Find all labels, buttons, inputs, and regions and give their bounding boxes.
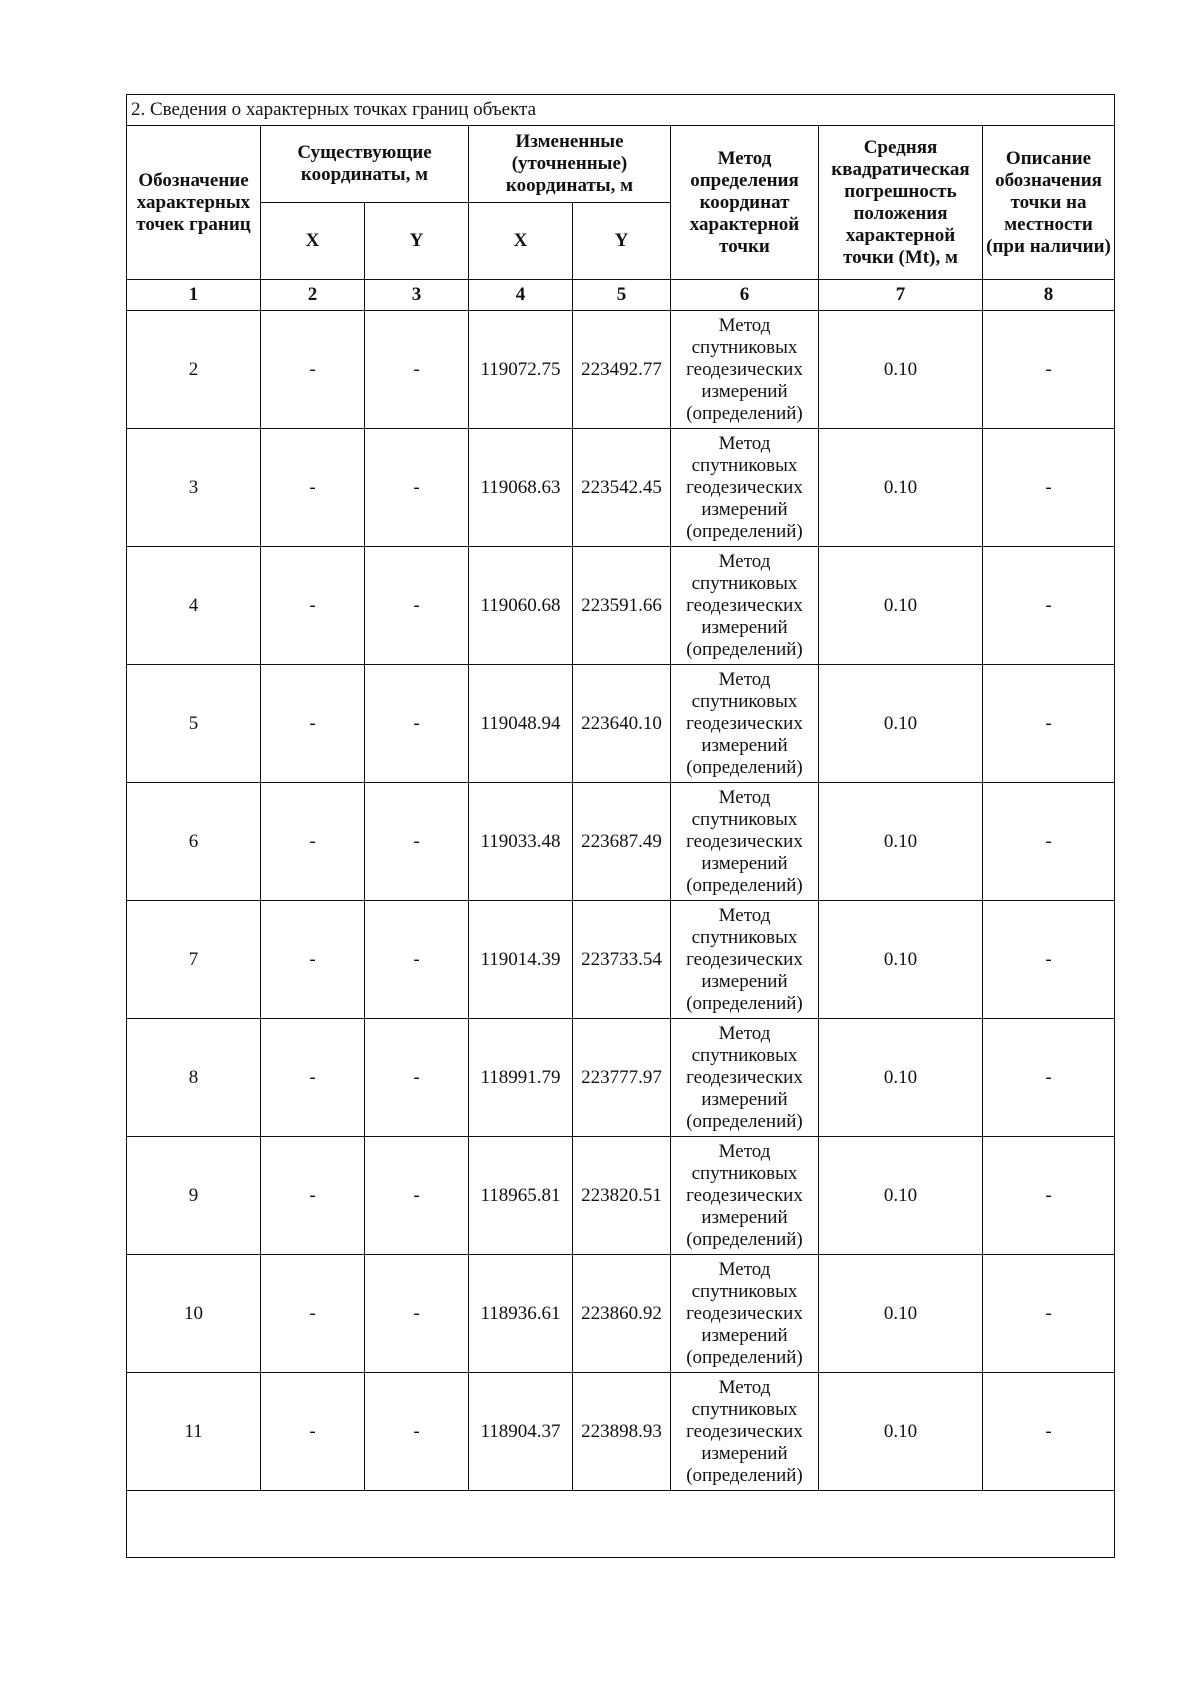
point-number: 7 [127,901,261,1019]
header-existing-x: X [261,203,365,280]
error: 0.10 [819,311,983,429]
empty-cell [127,1491,1115,1558]
method: Метод спутниковых геодезических измерений (определений) [671,429,819,547]
error: 0.10 [819,901,983,1019]
section-title: 2. Сведения о характерных точках границ объекта [127,95,1115,126]
changed-y: 223820.51 [573,1137,671,1255]
existing-x: - [261,783,365,901]
description: - [983,311,1115,429]
point-number: 4 [127,547,261,665]
error: 0.10 [819,1255,983,1373]
method: Метод спутниковых геодезических измерений (определений) [671,783,819,901]
table-row [127,1019,1115,1137]
existing-x: - [261,1019,365,1137]
column-number: 6 [671,280,819,311]
changed-x: 118965.81 [469,1137,573,1255]
existing-y: - [365,311,469,429]
description: - [983,665,1115,783]
column-number: 7 [819,280,983,311]
method: Метод спутниковых геодезических измерений (определений) [671,1019,819,1137]
error: 0.10 [819,547,983,665]
method: Метод спутниковых геодезических измерений (определений) [671,547,819,665]
changed-x: 119072.75 [469,311,573,429]
point-number: 10 [127,1255,261,1373]
changed-y: 223687.49 [573,783,671,901]
description: - [983,1255,1115,1373]
table-row [127,1373,1115,1491]
existing-x: - [261,429,365,547]
existing-y: - [365,901,469,1019]
existing-x: - [261,665,365,783]
method: Метод спутниковых геодезических измерений (определений) [671,1137,819,1255]
column-number: 1 [127,280,261,311]
existing-y: - [365,429,469,547]
description: - [983,429,1115,547]
column-number: 8 [983,280,1115,311]
description: - [983,901,1115,1019]
existing-y: - [365,547,469,665]
existing-x: - [261,1255,365,1373]
description: - [983,547,1115,665]
existing-y: - [365,1255,469,1373]
changed-x: 118991.79 [469,1019,573,1137]
header-description: Описание обозначения точки на местности (при наличии) [983,126,1115,280]
method: Метод спутниковых геодезических измерений (определений) [671,311,819,429]
existing-y: - [365,1019,469,1137]
point-number: 9 [127,1137,261,1255]
changed-x: 119014.39 [469,901,573,1019]
existing-x: - [261,1137,365,1255]
column-number: 3 [365,280,469,311]
method: Метод спутниковых геодезических измерений (определений) [671,901,819,1019]
changed-x: 119068.63 [469,429,573,547]
changed-y: 223492.77 [573,311,671,429]
points-table [126,94,1115,1558]
changed-y: 223733.54 [573,901,671,1019]
point-number: 2 [127,311,261,429]
description: - [983,1019,1115,1137]
point-number: 11 [127,1373,261,1491]
header-method: Метод определения координат характерной точки [671,126,819,280]
header-changed-coords: Измененные (уточненные) координаты, м [469,126,671,203]
table-row [127,665,1115,783]
header-designation: Обозначение характерных точек границ [127,126,261,280]
changed-y: 223591.66 [573,547,671,665]
header-existing-coords: Существующие координаты, м [261,126,469,203]
existing-x: - [261,547,365,665]
table-row [127,1137,1115,1255]
column-number: 2 [261,280,365,311]
description: - [983,783,1115,901]
header-error: Средняя квадратическая погрешность положения характерной точки (Mt), м [819,126,983,280]
point-number: 8 [127,1019,261,1137]
changed-y: 223777.97 [573,1019,671,1137]
empty-row [127,1491,1115,1558]
table-row [127,1255,1115,1373]
changed-x: 118936.61 [469,1255,573,1373]
description: - [983,1137,1115,1255]
column-number: 5 [573,280,671,311]
error: 0.10 [819,1373,983,1491]
header-existing-y: Y [365,203,469,280]
changed-y: 223542.45 [573,429,671,547]
error: 0.10 [819,1137,983,1255]
existing-y: - [365,783,469,901]
description: - [983,1373,1115,1491]
changed-x: 119048.94 [469,665,573,783]
error: 0.10 [819,783,983,901]
error: 0.10 [819,1019,983,1137]
changed-y: 223860.92 [573,1255,671,1373]
error: 0.10 [819,665,983,783]
table-row [127,311,1115,429]
header-changed-y: Y [573,203,671,280]
point-number: 3 [127,429,261,547]
method: Метод спутниковых геодезических измерений (определений) [671,1255,819,1373]
error: 0.10 [819,429,983,547]
existing-y: - [365,1137,469,1255]
method: Метод спутниковых геодезических измерений (определений) [671,1373,819,1491]
column-number: 4 [469,280,573,311]
existing-x: - [261,901,365,1019]
table-row [127,783,1115,901]
existing-x: - [261,311,365,429]
existing-y: - [365,665,469,783]
existing-y: - [365,1373,469,1491]
point-number: 6 [127,783,261,901]
method: Метод спутниковых геодезических измерений (определений) [671,665,819,783]
existing-x: - [261,1373,365,1491]
table-row [127,901,1115,1019]
header-changed-x: X [469,203,573,280]
changed-y: 223640.10 [573,665,671,783]
point-number: 5 [127,665,261,783]
changed-x: 119033.48 [469,783,573,901]
changed-y: 223898.93 [573,1373,671,1491]
table-row [127,429,1115,547]
changed-x: 119060.68 [469,547,573,665]
changed-x: 118904.37 [469,1373,573,1491]
table-row [127,547,1115,665]
